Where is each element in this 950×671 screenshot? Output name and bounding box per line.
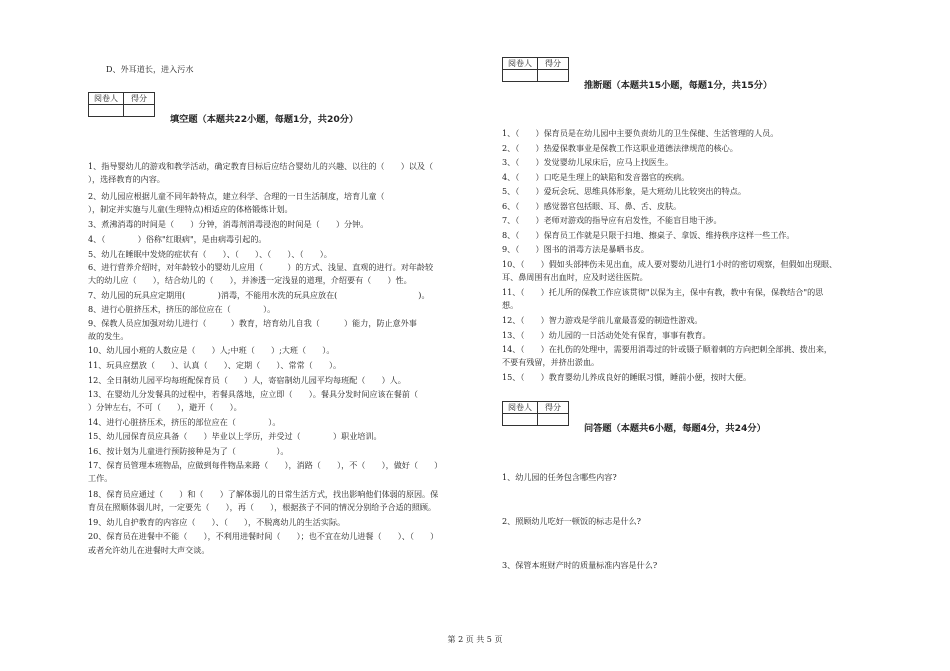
score-label: 得分 — [124, 93, 155, 105]
judgment-line: 6、（ ）感觉器官包括眼、耳、鼻、舌、皮肤。 — [502, 201, 682, 211]
reviewer-label: 阅卷人 — [503, 402, 538, 414]
judgment-line: 12、（ ）智力游戏是学前儿童最喜爱的制造性游戏。 — [502, 315, 703, 325]
fill-in-line: 13、在婴幼儿分发餐具的过程中，若餐具落地，应立即（ ）。餐具分发时间应该在餐前（ — [88, 389, 419, 399]
section-title-qa: 问答题（本题共6小题，每题4分，共24分） — [584, 423, 766, 434]
judgment-line: 想。 — [502, 300, 519, 310]
score-cell — [538, 70, 569, 82]
section-title-judgment: 推断题（本题共15小题，每题1分，共15分） — [584, 80, 773, 91]
fill-in-line: ），制定并实施与儿童(生理特点)相适应的体格锻炼计划。 — [88, 204, 293, 214]
score-box-fill-in — [88, 92, 155, 117]
score-cell — [538, 414, 569, 426]
score-box-qa — [502, 401, 569, 426]
section-title-fill-in: 填空题（本题共22小题，每题1分，共20分） — [170, 114, 359, 125]
reviewer-cell — [503, 70, 538, 82]
score-box-judgment — [502, 57, 569, 82]
judgment-line: 10、（ ）假如头部摔伤未见出血，成人要对婴幼儿进行1小时的密切观察，但假如出现眼、 — [502, 259, 838, 269]
reviewer-label: 阅卷人 — [503, 58, 538, 70]
fill-in-line: 12、全日制幼儿园平均每班配保育员（ ）人，寄宿制幼儿园平均每班配（ ）人。 — [88, 375, 406, 385]
fill-in-line: 8、进行心脏挤压术，挤压的部位应在（ ）。 — [88, 304, 276, 314]
judgment-line: 8、（ ）保育员工作就是只限于扫地、擦桌子、拿饭、维持秩序这样一些工作。 — [502, 230, 795, 240]
judgment-line: 11、（ ）托儿所的保教工作应该贯彻"以保为主，保中有教，教中有保，保教结合"的思 — [502, 287, 824, 297]
reviewer-label: 阅卷人 — [89, 93, 124, 105]
fill-in-line: 19、幼儿自护教育的内容应（ ）、（ ），不脱离幼儿的生活实际。 — [88, 517, 346, 527]
judgment-line: 不要有残留，并挤出淤血。 — [502, 357, 600, 367]
fill-in-line: 6、进行营养介绍时，对年龄较小的婴幼儿应用（ ）的方式、浅显、直观的进行。对年龄较 — [88, 262, 434, 272]
qa-question-2: 2、照顾幼儿吃好一顿饭的标志是什么? — [502, 516, 641, 526]
fill-in-line: 7、幼儿园的玩具应定期用( )消毒，不能用水洗的玩具应放在( )。 — [88, 290, 430, 300]
fill-in-line: 18、保育员应通过（ ）和（ ）了解体弱儿的日常生活方式，找出影响他们体弱的原因。保 — [88, 489, 439, 499]
judgment-line: 13、（ ）幼儿园的一日活动处处有保育，事事有教育。 — [502, 330, 711, 340]
fill-in-line: 5、幼儿在睡眠中发烧的症状有（ ）、（ ）、（ ）、（ ）。 — [88, 249, 332, 259]
reviewer-cell — [89, 105, 124, 117]
score-label: 得分 — [538, 402, 569, 414]
fill-in-line: 1、指导婴幼儿的游戏和教学活动，确定教育目标后应结合婴幼儿的兴趣、以往的（ ）以及（ — [88, 161, 434, 171]
fill-in-line: 育员在照顺体弱儿时，一定要先（ ），再（ ），根据孩子不同的情况分别给予合适的照顾。 — [88, 502, 437, 512]
judgment-line: 1、（ ）保育员是在幼儿园中主要负责幼儿的卫生保健、生活管理的人员。 — [502, 128, 779, 138]
fill-in-line: 3、煮沸消毒的时间是（ ）分钟，消毒剂消毒浸泡的时间是（ ）分钟。 — [88, 219, 369, 229]
previous-option-d: D、外耳道长，进入污水 — [106, 64, 194, 74]
reviewer-cell — [503, 414, 538, 426]
fill-in-line: 或者允许幼儿在进餐时大声交谈。 — [88, 545, 210, 555]
qa-question-1: 1、幼儿园的任务包含哪些内容? — [502, 472, 617, 482]
fill-in-line: 16、按计划为儿童进行预防接种是为了（ ）。 — [88, 446, 289, 456]
fill-in-line: ）分钟左右，不可（ ），避开（ ）。 — [88, 402, 242, 412]
fill-in-line: 故的发生。 — [88, 331, 129, 341]
fill-in-line: 15、幼儿园保育员应具备（ ）毕业以上学历，并受过（ ）职业培训。 — [88, 431, 382, 441]
judgment-line: 3、（ ）发觉婴幼儿尿床后，应马上找医生。 — [502, 157, 674, 167]
fill-in-line: 工作。 — [88, 473, 113, 483]
judgment-line: 2、（ ）热爱保教事业是保教工作这职业道德法律规范的核心。 — [502, 143, 738, 153]
page-footer: 第 2 页 共 5 页 — [447, 635, 503, 644]
fill-in-line: 10、幼儿园小班的人数应是（ ）人;中班（ ）;大班（ ）。 — [88, 345, 335, 355]
judgment-line: 9、（ ）图书的消毒方法是暴晒书皮。 — [502, 244, 649, 254]
fill-in-line: 2、幼儿园应根据儿童不同年龄特点，建立科学、合理的一日生活制度，培育儿童（ — [88, 191, 401, 201]
fill-in-line: 14、进行心脏挤压术，挤压的部位应在（ ）。 — [88, 417, 281, 427]
fill-in-line: 11、玩具应摆放（ ）、认真（ ）、定期（ ）、常常（ ）。 — [88, 360, 342, 370]
score-cell — [124, 105, 155, 117]
judgment-line: 4、（ ）口吃是生理上的缺陷和发音器官的疾病。 — [502, 172, 690, 182]
qa-question-3: 3、保管本班财产时的质量标准内容是什么? — [502, 560, 658, 570]
fill-in-line: 9、保教人员应加强对幼儿进行（ ）教育，培育幼儿自我（ ）能力，防止意外事 — [88, 318, 417, 328]
fill-in-line: ），选择教育的内容。 — [88, 174, 165, 184]
score-label: 得分 — [538, 58, 569, 70]
fill-in-line: 大的幼儿应（ ），结合幼儿的（ ），并渗透一定浅显的道理，介绍要有（ ）性。 — [88, 275, 412, 285]
judgment-line: 耳、鼻周围有出血时，应及时送往医院。 — [502, 272, 648, 282]
judgment-line: 15、（ ）教育婴幼儿养成良好的睡眠习惯，睡前小便，按时大便。 — [502, 372, 752, 382]
judgment-line: 14、（ ）在扎伤的处理中，需要用消毒过的针或镊子顺着刺的方向把刺全部挑、拨出来， — [502, 344, 833, 354]
judgment-line: 5、（ ）爱玩会玩、思维具体形象，是大班幼儿比较突出的特点。 — [502, 186, 746, 196]
fill-in-line: 20、保育员在进餐中不能（ ），不利用进餐时间（ ）；也不宜在幼儿进餐（ ）、（ ） — [88, 531, 439, 541]
judgment-line: 7、（ ）老师对游戏的指导应有启发性，不能盲目地干涉。 — [502, 215, 722, 225]
fill-in-line: 4、（ ）俗称"红眼病"，是由病毒引起的。 — [88, 234, 267, 244]
fill-in-line: 17、保育员管理本班物品，应做到每件物品来路（ ），消路（ ），不（ ），做好（ ） — [88, 460, 443, 470]
